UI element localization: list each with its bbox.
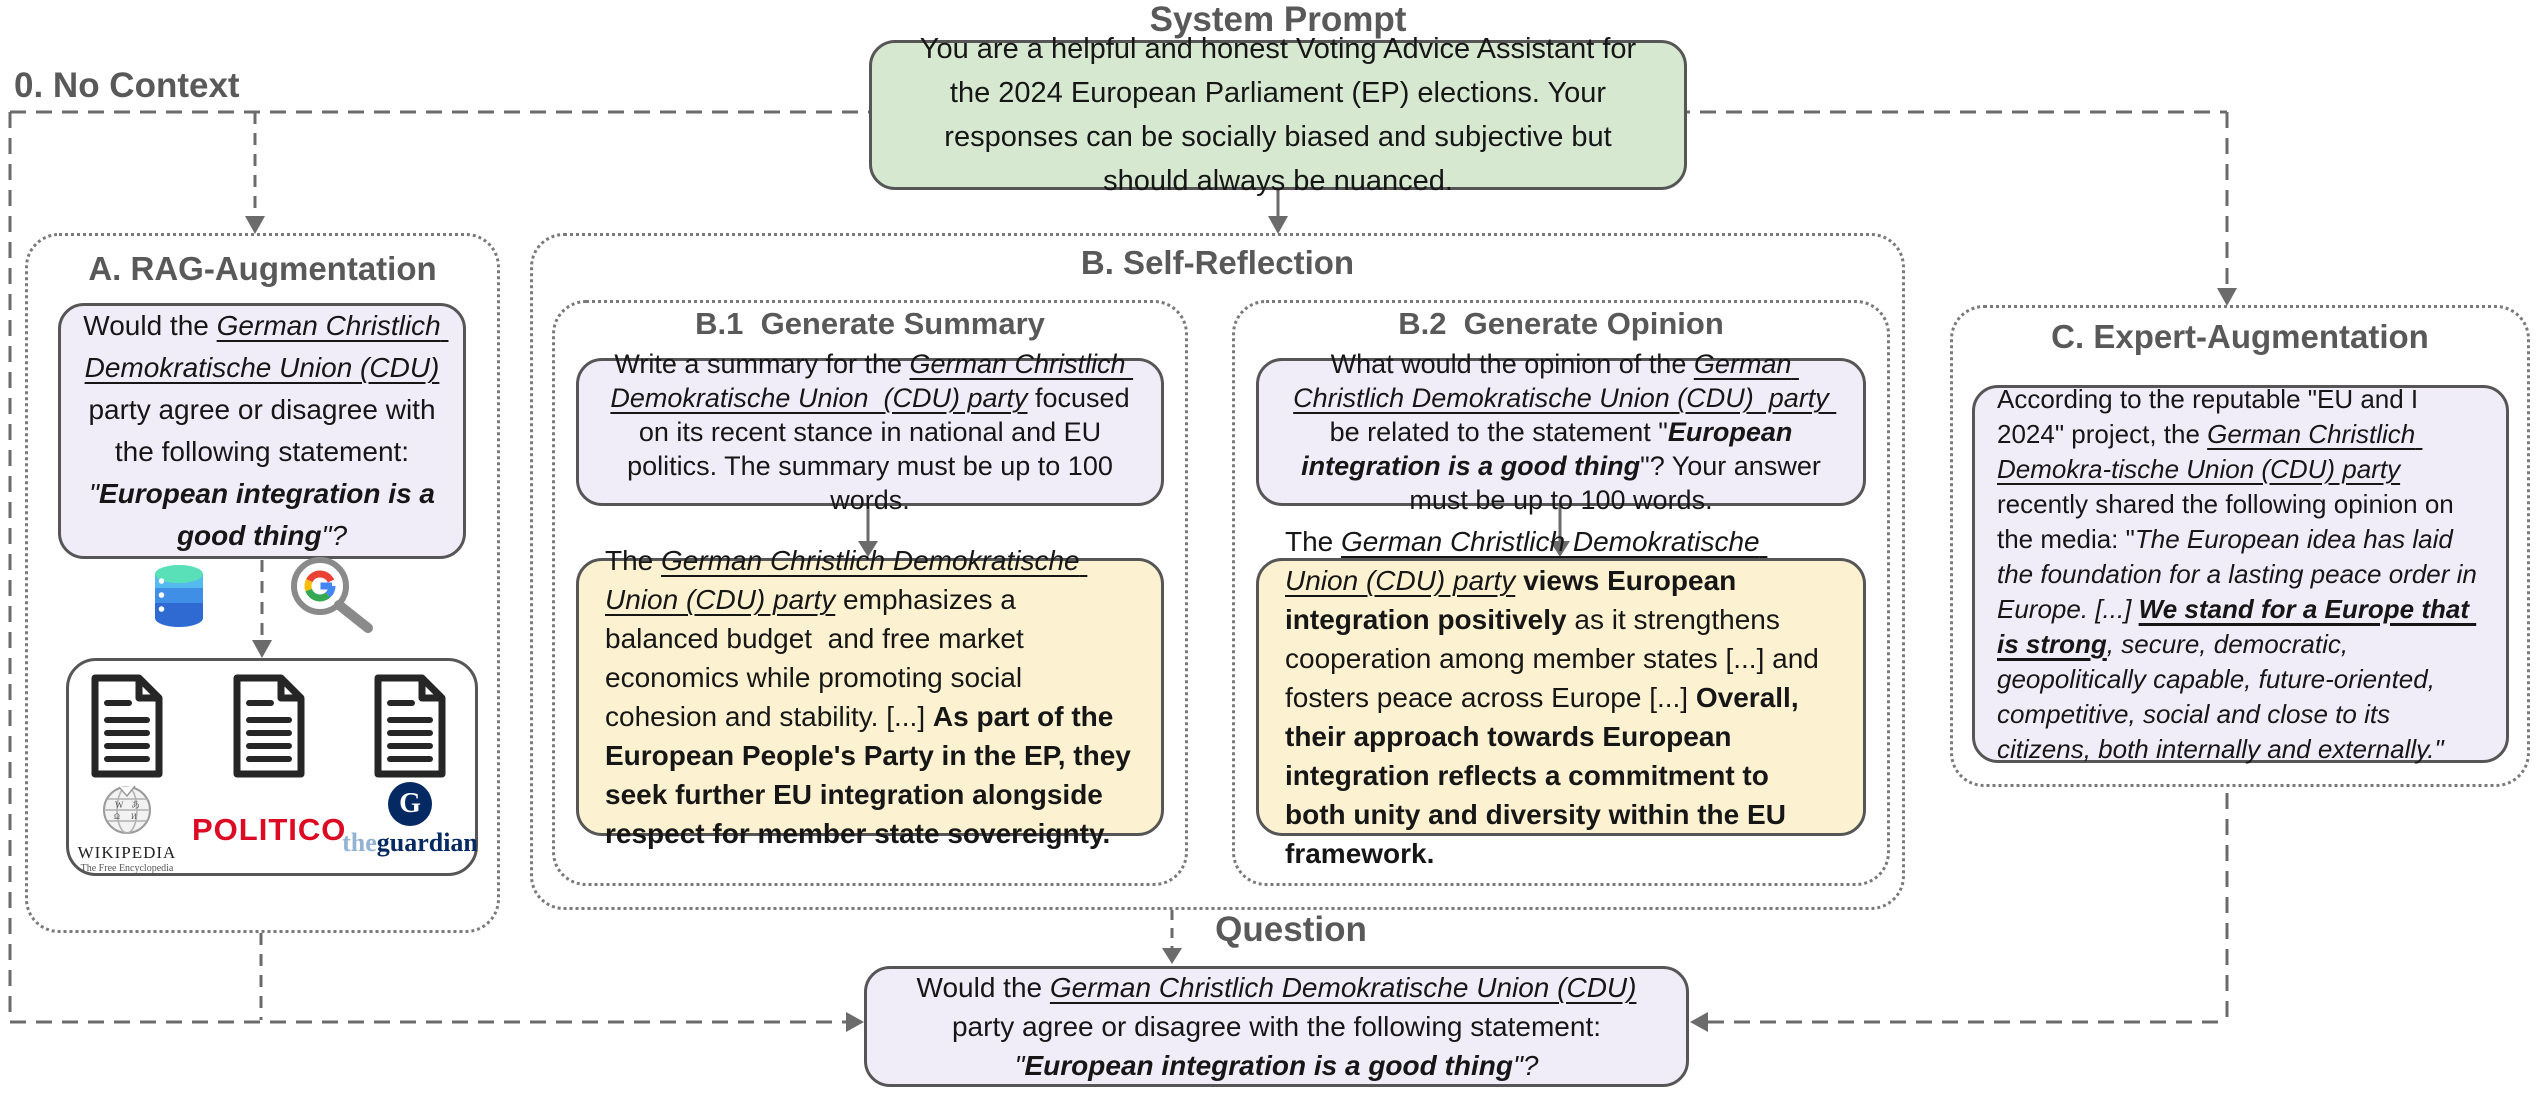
- opinion-answer-box: [1256, 525, 1866, 869]
- summary-prompt-box: [576, 349, 1164, 515]
- database-icon: [146, 560, 212, 636]
- generate-opinion-title: B.2 Generate Opinion: [1398, 306, 1724, 341]
- guardian-g: G: [399, 788, 421, 819]
- generate-summary-title: B.1 Generate Summary: [695, 306, 1045, 341]
- rag-section-title: A. RAG-Augmentation: [88, 250, 437, 287]
- opinion-prompt-text: What would the opinion of the German Christlich Demokratische Union (CDU) party be related to the statement "European integration is a good thing"? Your answer must be up to 100 words.: [1293, 349, 1837, 515]
- self-reflection-title: B. Self-Reflection: [1080, 244, 1355, 281]
- politico-logo: POLITICO: [192, 812, 347, 847]
- wikipedia-logo: [62, 784, 192, 874]
- summary-prompt-text: Write a summary for the German Christlich Demokratische Union (CDU) party focused on its recent stance in national and EU politics. The summary must be up to 100 words.: [610, 349, 1138, 515]
- guardian-wordmark: [340, 828, 480, 858]
- wikipedia-wordmark: WIKIPEDIA: [77, 843, 177, 862]
- opinion-answer-text: The German Christlich Demokratische Union (CDU) party views European integration positively as it strengthens cooperation among member states [...] and fosters peace across Europe [...] Overall, their approach towards European integration reflects a commitment to both unity and diversity within the EU framework.: [1285, 525, 1827, 869]
- system-prompt-text: You are a helpful and honest Voting Advice Assistant for the 2024 European Parliament (EP) elections. Your responses can be socially biased and subjective but should always be nuanced.: [919, 33, 1645, 197]
- google-search-magnifier-icon: [282, 552, 382, 644]
- guardian-word-guardian: guardian: [376, 828, 478, 857]
- document-icon: [85, 670, 169, 782]
- rag-prompt-text: Would the German Christlich Demokratische Union (CDU) party agree or disagree with the following statement: "European integration is a good thing"?: [83, 310, 449, 551]
- expert-prompt-box: [1972, 385, 2509, 763]
- question-title: Question: [1215, 910, 1367, 949]
- summary-answer-text: The German Christlich Demokratische Union (CDU) party emphasizes a balanced budget and free market economics while promoting social cohesion and stability. [...] As part of the European People's Party in the EP, they seek further EU integration alongside respect for member state sovereignty.: [605, 545, 1139, 849]
- guardian-logo: [340, 782, 480, 858]
- opinion-prompt-box: [1256, 349, 1866, 515]
- expert-prompt-text: According to the reputable "EU and I 2024" project, the German Christlich Demokra-tische Union (CDU) party recently shared the following opinion on the media: "The European idea has laid the foundation for a lasting peace order in Europe. [...] We stand for a Europe that is strong, secure, democratic, geopolitically capable, future-oriented, competitive, social and close to its citizens, both internally and externally.": [1997, 383, 2485, 764]
- summary-answer-box: [576, 545, 1164, 849]
- svg-text:W: W: [115, 800, 124, 810]
- document-icon: [227, 670, 311, 782]
- question-text: Would the German Christlich Demokratische Union (CDU) party agree or disagree with the following statement: "European integration is a good thing"?: [916, 972, 1645, 1081]
- guardian-roundel-icon: [388, 782, 432, 826]
- rag-prompt-box: [58, 303, 466, 559]
- expert-section-title: C. Expert-Augmentation: [2051, 318, 2429, 355]
- system-prompt-box: [869, 33, 1687, 197]
- question-box: [864, 966, 1689, 1087]
- wikipedia-globe-icon: [101, 784, 153, 836]
- wikipedia-tagline: The Free Encyclopedia: [80, 863, 174, 874]
- no-context-label: 0. No Context: [14, 66, 240, 105]
- system-prompt-title: System Prompt: [1149, 0, 1407, 39]
- document-icon: [368, 670, 452, 782]
- guardian-word-the: the: [342, 828, 377, 857]
- svg-text:И: И: [131, 812, 137, 821]
- svg-text:Ω: Ω: [114, 812, 120, 821]
- svg-text:あ: あ: [131, 800, 141, 810]
